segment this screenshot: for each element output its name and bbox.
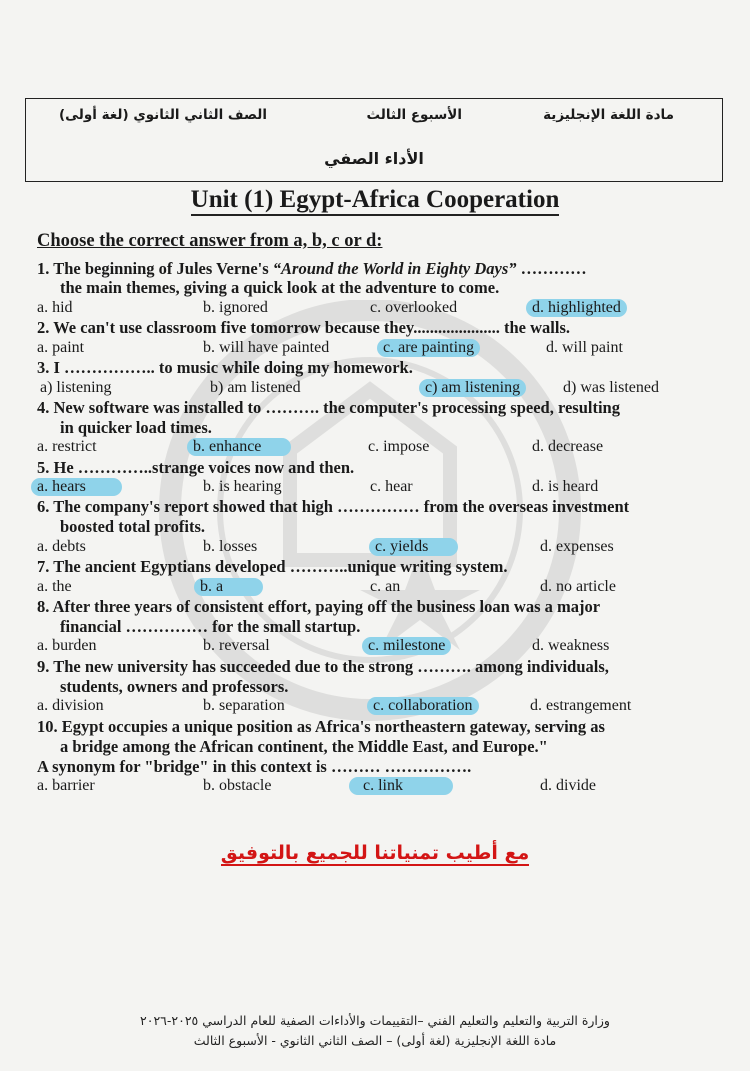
- question-7-stem: 7. The ancient Egyptians developed ………..unique writing system.: [37, 557, 508, 576]
- q9-option-c-selected[interactable]: c. collaboration: [367, 697, 479, 715]
- q10-option-d[interactable]: d. divide: [540, 777, 596, 794]
- q8-option-a[interactable]: a. burden: [37, 637, 97, 654]
- q4-option-c[interactable]: c. impose: [368, 438, 430, 455]
- header-week: الأسبوع الثالث: [366, 107, 462, 123]
- question-2-stem: 2. We can't use classroom five tomorrow because they..................... the walls.: [37, 318, 570, 337]
- footer-line-2: مادة اللغة الإنجليزية (لغة أولى) – الصف الثاني الثانوي - الأسبوع الثالث: [193, 1033, 557, 1048]
- header-grade: الصف الثاني الثانوي (لغة أولى): [58, 107, 267, 123]
- header-subject: مادة اللغة الإنجليزية: [543, 107, 674, 123]
- q2-option-a[interactable]: a. paint: [37, 339, 85, 356]
- q9-option-b[interactable]: b. separation: [203, 697, 285, 714]
- q6-option-a[interactable]: a. debts: [37, 538, 86, 555]
- question-5-stem: 5. He …………..strange voices now and then.: [37, 458, 355, 477]
- unit-title: Unit (1) Egypt-Africa Cooperation: [0, 186, 750, 214]
- question-4-stem-cont: in quicker load times.: [60, 418, 212, 437]
- q2-option-c-selected[interactable]: c. are painting: [377, 339, 480, 357]
- header-box: [25, 98, 723, 182]
- q6-option-b[interactable]: b. losses: [203, 538, 258, 555]
- q9-option-a[interactable]: a. division: [37, 697, 104, 714]
- q4-option-a[interactable]: a. restrict: [37, 438, 97, 455]
- q5-option-a-selected[interactable]: a. hears: [31, 478, 122, 496]
- q10-option-a[interactable]: a. barrier: [37, 777, 95, 794]
- q3-option-c-selected[interactable]: c) am listening: [419, 379, 526, 397]
- footer-line-1: وزارة التربية والتعليم والتعليم الفني –التقييمات والأداءات الصفية للعام الدراسي ٢٠٢٥-٢٠٢٦: [140, 1013, 610, 1028]
- q4-option-d[interactable]: d. decrease: [532, 438, 604, 455]
- question-6-stem-cont: boosted total profits.: [60, 517, 205, 536]
- question-4-stem: 4. New software was installed to ………. the computer's processing speed, resulting: [37, 398, 620, 417]
- q5-option-c[interactable]: c. hear: [370, 478, 413, 495]
- q10-option-c-selected[interactable]: c. link: [349, 777, 453, 795]
- question-3-stem: 3. I …………….. to music while doing my homework.: [37, 358, 413, 377]
- question-9-stem-cont: students, owners and professors.: [60, 677, 289, 696]
- question-6-stem: 6. The company's report showed that high …………… from the overseas investment: [37, 497, 630, 516]
- q7-option-a[interactable]: a. the: [37, 578, 72, 595]
- q3-option-b[interactable]: b) am listened: [210, 379, 301, 396]
- q10-option-b[interactable]: b. obstacle: [203, 777, 272, 794]
- q7-option-c[interactable]: c. an: [370, 578, 401, 595]
- question-8-stem: 8. After three years of consistent effort, paying off the business loan was a major: [37, 597, 601, 616]
- question-10-stem-cont: a bridge among the African continent, the Middle East, and Europe.": [60, 737, 548, 756]
- question-10-prompt: A synonym for "bridge" in this context is ……… …………….: [37, 757, 472, 776]
- closing-message: مع أطيب تمنياتنا للجميع بالتوفيق: [220, 842, 530, 864]
- q6-option-c-selected[interactable]: c. yields: [369, 538, 458, 556]
- q8-option-c-selected[interactable]: c. milestone: [362, 637, 451, 655]
- q5-option-b[interactable]: b. is hearing: [203, 478, 282, 495]
- instruction: Choose the correct answer from a, b, c or d:: [37, 231, 383, 251]
- q7-option-b-selected[interactable]: b. a: [194, 578, 263, 596]
- q3-option-d[interactable]: d) was listened: [563, 379, 659, 396]
- question-1-stem-cont: the main themes, giving a quick look at the adventure to come.: [60, 278, 500, 297]
- question-8-stem-cont: financial …………… for the small startup.: [60, 617, 361, 636]
- question-9-stem: 9. The new university has succeeded due to the strong ………. among individuals,: [37, 657, 609, 676]
- q8-option-d[interactable]: d. weakness: [532, 637, 610, 654]
- q5-option-d[interactable]: d. is heard: [532, 478, 599, 495]
- q7-option-d[interactable]: d. no article: [540, 578, 616, 595]
- q6-option-d[interactable]: d. expenses: [540, 538, 614, 555]
- q2-option-d[interactable]: d. will paint: [546, 339, 623, 356]
- q3-option-a[interactable]: a) listening: [40, 379, 112, 396]
- q8-option-b[interactable]: b. reversal: [203, 637, 270, 654]
- q1-option-c[interactable]: c. overlooked: [370, 299, 458, 316]
- q9-option-d[interactable]: d. estrangement: [530, 697, 632, 714]
- q2-option-b[interactable]: b. will have painted: [203, 339, 330, 356]
- q1-option-b[interactable]: b. ignored: [203, 299, 268, 316]
- q1-option-d-selected[interactable]: d. highlighted: [526, 299, 627, 317]
- question-1-stem: 1. The beginning of Jules Verne's “Around the World in Eighty Days” …………: [37, 259, 587, 278]
- q4-option-b-selected[interactable]: b. enhance: [187, 438, 291, 456]
- question-10-stem: 10. Egypt occupies a unique position as Africa's northeastern gateway, serving as: [37, 717, 605, 736]
- header-title: الأداء الصفي: [324, 149, 424, 168]
- q1-option-a[interactable]: a. hid: [37, 299, 73, 316]
